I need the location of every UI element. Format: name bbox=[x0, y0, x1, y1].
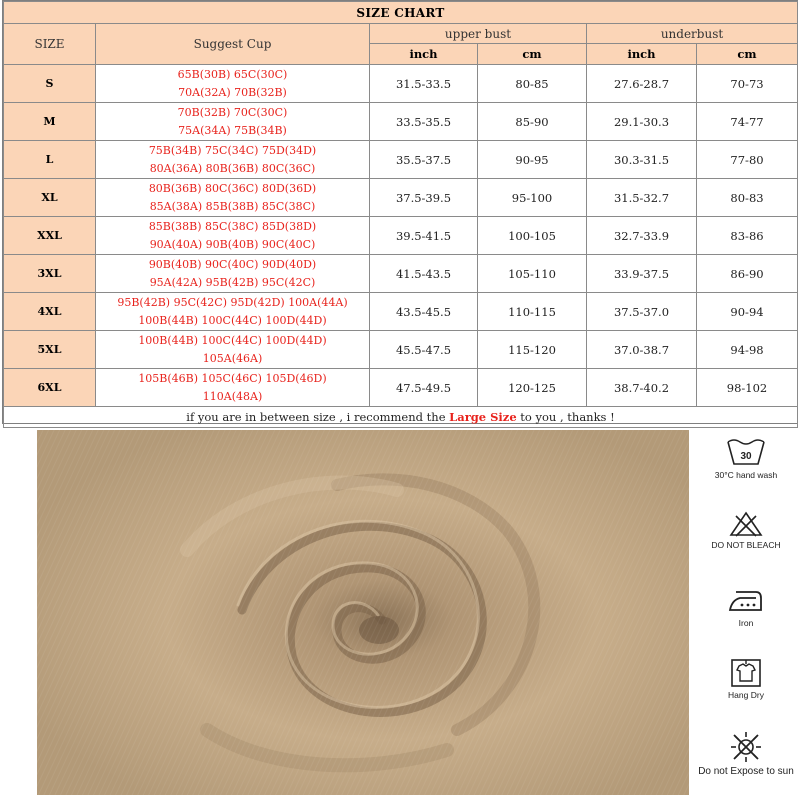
table-row bbox=[4, 65, 798, 103]
suggest-cup-cell bbox=[96, 369, 370, 407]
do-not-bleach-icon bbox=[728, 510, 764, 538]
cup-line: 95B(42B) 95C(42C) 95D(42D) 100A(44A) bbox=[117, 295, 348, 309]
chart-title: SIZE CHART bbox=[4, 2, 798, 24]
cup-line: 85B(38B) 85C(38C) 85D(38D) bbox=[148, 219, 317, 233]
header-underbust-inch: inch bbox=[587, 44, 697, 65]
suggest-cup-cell bbox=[96, 255, 370, 293]
table-row bbox=[4, 255, 798, 293]
upper-bust-inch: 45.5-47.5 bbox=[370, 331, 478, 369]
header-size: SIZE bbox=[4, 24, 96, 65]
care-item-hand-wash bbox=[692, 436, 800, 481]
cup-line: 90B(40B) 90C(40C) 90D(40D) bbox=[148, 257, 317, 271]
suggest-cup-cell bbox=[96, 141, 370, 179]
upper-bust-cm: 120-125 bbox=[478, 369, 587, 407]
suggest-cup-cell bbox=[96, 217, 370, 255]
care-label: DO NOT BLEACH bbox=[711, 540, 781, 550]
table-row bbox=[4, 369, 798, 407]
note-highlight-large-size: Large Size bbox=[449, 410, 517, 424]
upper-bust-inch: 37.5-39.5 bbox=[370, 179, 478, 217]
upper-bust-cm: 100-105 bbox=[478, 217, 587, 255]
upper-bust-cm: 115-120 bbox=[478, 331, 587, 369]
underbust-inch: 32.7-33.9 bbox=[587, 217, 697, 255]
upper-bust-inch: 33.5-35.5 bbox=[370, 103, 478, 141]
underbust-inch: 29.1-30.3 bbox=[587, 103, 697, 141]
header-underbust-cm: cm bbox=[697, 44, 798, 65]
table-row bbox=[4, 293, 798, 331]
suggest-cup-cell bbox=[96, 65, 370, 103]
table-row bbox=[4, 141, 798, 179]
table-row bbox=[4, 103, 798, 141]
size-label: 3XL bbox=[4, 255, 96, 293]
size-label: 5XL bbox=[4, 331, 96, 369]
care-item-hang-dry bbox=[692, 656, 800, 701]
cup-line: 110A(48A) bbox=[202, 389, 263, 403]
upper-bust-inch: 31.5-33.5 bbox=[370, 65, 478, 103]
underbust-inch: 33.9-37.5 bbox=[587, 255, 697, 293]
care-label: Iron bbox=[738, 618, 754, 628]
header-suggest-cup: Suggest Cup bbox=[96, 24, 370, 65]
cup-line: 90A(40A) 90B(40B) 90C(40C) bbox=[149, 237, 316, 251]
upper-bust-cm: 95-100 bbox=[478, 179, 587, 217]
upper-bust-cm: 110-115 bbox=[478, 293, 587, 331]
suggest-cup-cell bbox=[96, 293, 370, 331]
upper-bust-inch: 43.5-45.5 bbox=[370, 293, 478, 331]
underbust-cm: 70-73 bbox=[697, 65, 798, 103]
care-label: 30°C hand wash bbox=[714, 470, 778, 480]
header-upper-bust: upper bust bbox=[370, 24, 587, 44]
care-item-no-sun bbox=[692, 730, 800, 778]
header-upper-bust-cm: cm bbox=[478, 44, 587, 65]
upper-bust-cm: 90-95 bbox=[478, 141, 587, 179]
underbust-cm: 90-94 bbox=[697, 293, 798, 331]
upper-bust-inch: 35.5-37.5 bbox=[370, 141, 478, 179]
note-text-after: to you , thanks ! bbox=[516, 410, 615, 424]
header-upper-bust-inch: inch bbox=[370, 44, 478, 65]
suggest-cup-cell bbox=[96, 331, 370, 369]
table-row bbox=[4, 217, 798, 255]
header-underbust: underbust bbox=[587, 24, 798, 44]
care-label: Hang Dry bbox=[728, 690, 764, 700]
fabric-texture-illustration bbox=[37, 430, 689, 795]
underbust-inch: 37.0-38.7 bbox=[587, 331, 697, 369]
cup-line: 100B(44B) 100C(44C) 100D(44D) bbox=[138, 333, 327, 347]
cup-line: 80A(36A) 80B(36B) 80C(36C) bbox=[149, 161, 316, 175]
size-chart bbox=[2, 0, 798, 424]
cup-line: 80B(36B) 80C(36C) 80D(36D) bbox=[148, 181, 317, 195]
table-row bbox=[4, 331, 798, 369]
hand-wash-30-icon bbox=[724, 436, 768, 468]
cup-line: 70B(32B) 70C(30C) bbox=[177, 105, 288, 119]
upper-bust-cm: 105-110 bbox=[478, 255, 587, 293]
wash-temperature-badge: 30 bbox=[740, 451, 752, 462]
cup-line: 105B(46B) 105C(46C) 105D(46D) bbox=[138, 371, 327, 385]
size-label: M bbox=[4, 103, 96, 141]
hang-dry-icon bbox=[728, 656, 764, 688]
size-label: S bbox=[4, 65, 96, 103]
size-label: L bbox=[4, 141, 96, 179]
care-item-iron bbox=[692, 584, 800, 629]
iron-icon bbox=[726, 584, 766, 616]
underbust-inch: 30.3-31.5 bbox=[587, 141, 697, 179]
upper-bust-cm: 80-85 bbox=[478, 65, 587, 103]
table-row bbox=[4, 179, 798, 217]
upper-bust-inch: 39.5-41.5 bbox=[370, 217, 478, 255]
cup-line: 75A(34A) 75B(34B) bbox=[178, 123, 287, 137]
do-not-expose-to-sun-icon bbox=[728, 730, 764, 764]
underbust-inch: 31.5-32.7 bbox=[587, 179, 697, 217]
underbust-cm: 80-83 bbox=[697, 179, 798, 217]
suggest-cup-cell bbox=[96, 179, 370, 217]
cup-line: 105A(46A) bbox=[202, 351, 263, 365]
upper-bust-inch: 47.5-49.5 bbox=[370, 369, 478, 407]
upper-bust-inch: 41.5-43.5 bbox=[370, 255, 478, 293]
cup-line: 70A(32A) 70B(32B) bbox=[178, 85, 287, 99]
size-table bbox=[3, 1, 798, 428]
size-label: 4XL bbox=[4, 293, 96, 331]
cup-line: 65B(30B) 65C(30C) bbox=[177, 67, 288, 81]
upper-bust-cm: 85-90 bbox=[478, 103, 587, 141]
cup-line: 75B(34B) 75C(34C) 75D(34D) bbox=[148, 143, 317, 157]
underbust-inch: 27.6-28.7 bbox=[587, 65, 697, 103]
underbust-inch: 38.7-40.2 bbox=[587, 369, 697, 407]
size-label: XXL bbox=[4, 217, 96, 255]
underbust-inch: 37.5-37.0 bbox=[587, 293, 697, 331]
care-label: Do not Expose to sun bbox=[698, 766, 794, 777]
underbust-cm: 74-77 bbox=[697, 103, 798, 141]
cup-line: 100B(44B) 100C(44C) 100D(44D) bbox=[138, 313, 327, 327]
underbust-cm: 77-80 bbox=[697, 141, 798, 179]
underbust-cm: 86-90 bbox=[697, 255, 798, 293]
underbust-cm: 83-86 bbox=[697, 217, 798, 255]
cup-line: 85A(38A) 85B(38B) 85C(38C) bbox=[149, 199, 316, 213]
underbust-cm: 98-102 bbox=[697, 369, 798, 407]
suggest-cup-cell bbox=[96, 103, 370, 141]
note-text-before: if you are in between size , i recommend the bbox=[186, 410, 450, 424]
size-label: 6XL bbox=[4, 369, 96, 407]
care-item-do-not-bleach bbox=[692, 510, 800, 551]
fabric-swirl-photo bbox=[37, 430, 689, 795]
size-label: XL bbox=[4, 179, 96, 217]
size-recommendation-note bbox=[4, 407, 798, 428]
underbust-cm: 94-98 bbox=[697, 331, 798, 369]
care-instructions bbox=[692, 424, 800, 800]
cup-line: 95A(42A) 95B(42B) 95C(42C) bbox=[149, 275, 316, 289]
